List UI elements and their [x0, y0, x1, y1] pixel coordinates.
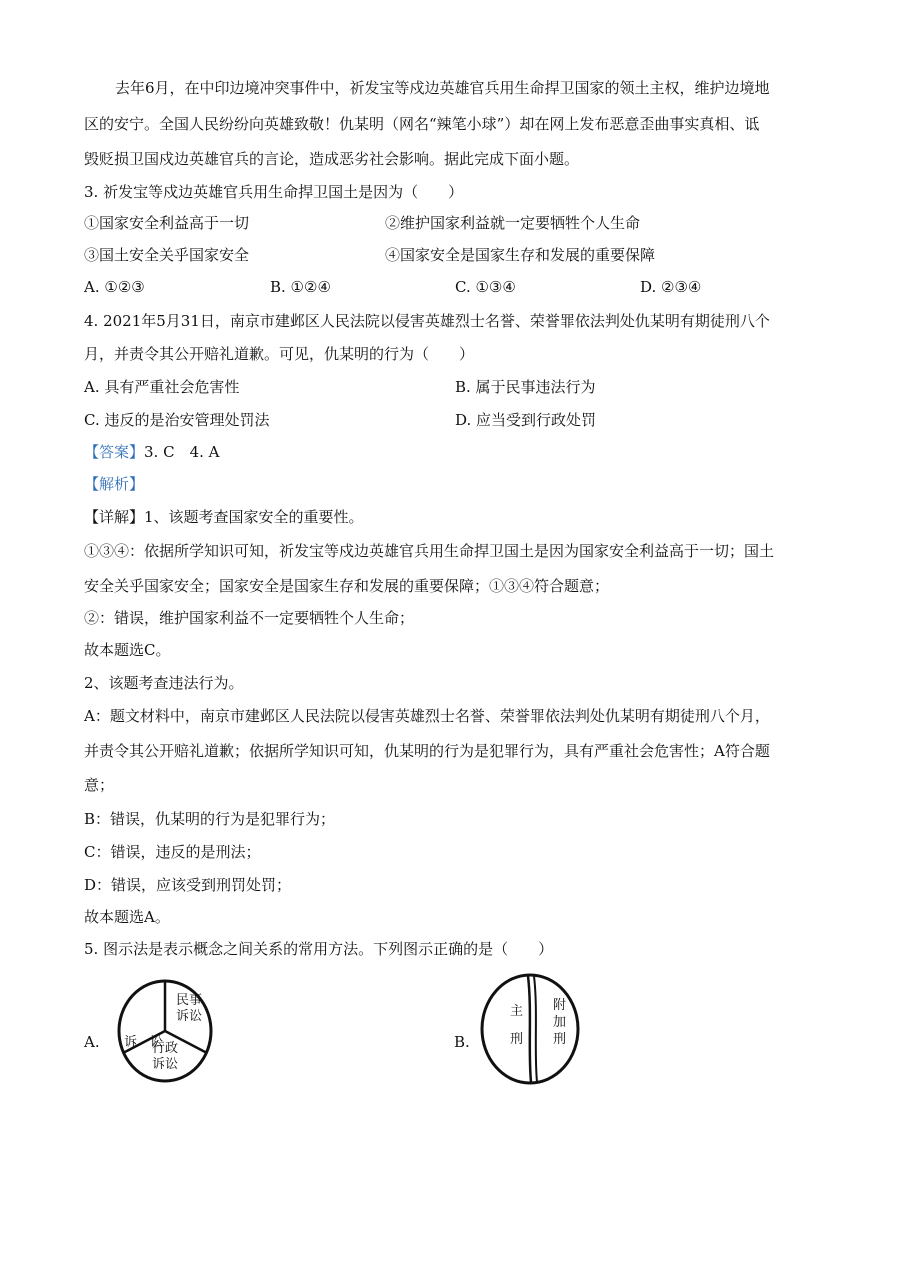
diagram-a-sector-administrative: 行政 诉讼: [152, 1041, 179, 1072]
q3-option-a: A. ①②③: [84, 278, 145, 296]
detail-line: 故本题选A。: [84, 908, 170, 926]
q4-option-a: A. 具有严重社会危害性: [84, 378, 240, 396]
detail-line: 并责令其公开赔礼道歉；依据所学知识可知，仇某明的行为是犯罪行为，具有严重社会危害性；A符合题: [84, 742, 770, 760]
diagram-a-sector-civil: 民事 诉讼: [176, 993, 203, 1024]
q3-option-b: B. ①②④: [270, 278, 331, 296]
detail-line: 意；: [84, 776, 115, 794]
q4-option-d: D. 应当受到行政处罚: [455, 411, 597, 429]
q5-option-b-label: B.: [454, 1033, 470, 1051]
passage-line: 去年6月，在中印边境冲突事件中，祈发宝等戍边英雄官兵用生命捍卫国家的领土主权，维护边境地: [115, 79, 770, 97]
answer-text: 3. C 4. A: [144, 443, 220, 461]
detail-line: ②：错误，维护国家利益不一定要牺牲个人生命；: [84, 609, 415, 627]
detail-line: C：错误，违反的是刑法；: [84, 843, 261, 861]
question-5-stem: 5. 图示法是表示概念之间关系的常用方法。下列图示正确的是（ ）: [84, 940, 554, 958]
detail-line: 故本题选C。: [84, 641, 171, 659]
analysis-label: 【解析】: [84, 475, 145, 493]
q4-option-c: C. 违反的是治安管理处罚法: [84, 411, 270, 429]
q3-option-c: C. ①③④: [455, 278, 516, 296]
question-3-stem: 3. 祈发宝等戍边英雄官兵用生命捍卫国土是因为（ ）: [84, 183, 464, 201]
detail-line: ①③④：依据所学知识可知，祈发宝等戍边英雄官兵用生命捍卫国土是因为国家安全利益高于一切；国土: [84, 542, 775, 560]
detail-line: D：错误，应该受到刑罚处罚；: [84, 876, 292, 894]
question-4-stem: 月，并责令其公开赔礼道歉。可见，仇某明的行为（ ）: [84, 345, 475, 363]
q5-option-a-label: A.: [84, 1033, 100, 1051]
detail-line: 【详解】1、该题考查国家安全的重要性。: [84, 508, 364, 526]
q3-item-3: ③国土安全关乎国家安全: [84, 246, 250, 264]
detail-line: A：题文材料中，南京市建邺区人民法院以侵害英雄烈士名誉、荣誉罪依法判处仇某明有期徒刑八个月，: [84, 707, 770, 725]
diagram-b-pie: [478, 970, 582, 1088]
q4-option-b: B. 属于民事违法行为: [455, 378, 596, 396]
answer-label: 【答案】: [84, 443, 145, 461]
detail-line: 2、该题考查违法行为。: [84, 674, 244, 692]
diagram-b-sector-supplementary: 附 加 刑: [553, 998, 567, 1047]
detail-line: B：错误，仇某明的行为是犯罪行为；: [84, 810, 336, 828]
q3-item-1: ①国家安全利益高于一切: [84, 214, 250, 232]
passage-line: 毁贬损卫国戍边英雄官兵的言论，造成恶劣社会影响。据此完成下面小题。: [84, 150, 580, 168]
q3-item-2: ②维护国家利益就一定要牺牲个人生命: [385, 214, 641, 232]
detail-line: 安全关乎国家安全；国家安全是国家生存和发展的重要保障；①③④符合题意；: [84, 577, 610, 595]
diagram-b-sector-principal: 主 刑: [510, 1004, 524, 1047]
answer-line: [84, 442, 220, 462]
passage-line: 区的安宁。全国人民纷纷向英雄致敬！仇某明（网名“辣笔小球”）却在网上发布恶意歪曲事实真相、诋: [84, 115, 760, 133]
question-4-stem: 4. 2021年5月31日，南京市建邺区人民法院以侵害英雄烈士名誉、荣誉罪依法判处仇某明有期徒刑八个: [84, 312, 770, 330]
diagram-a-sector-litigation: 诉 讼: [124, 1035, 164, 1050]
q3-item-4: ④国家安全是国家生存和发展的重要保障: [385, 246, 656, 264]
q3-option-d: D. ②③④: [640, 278, 702, 296]
